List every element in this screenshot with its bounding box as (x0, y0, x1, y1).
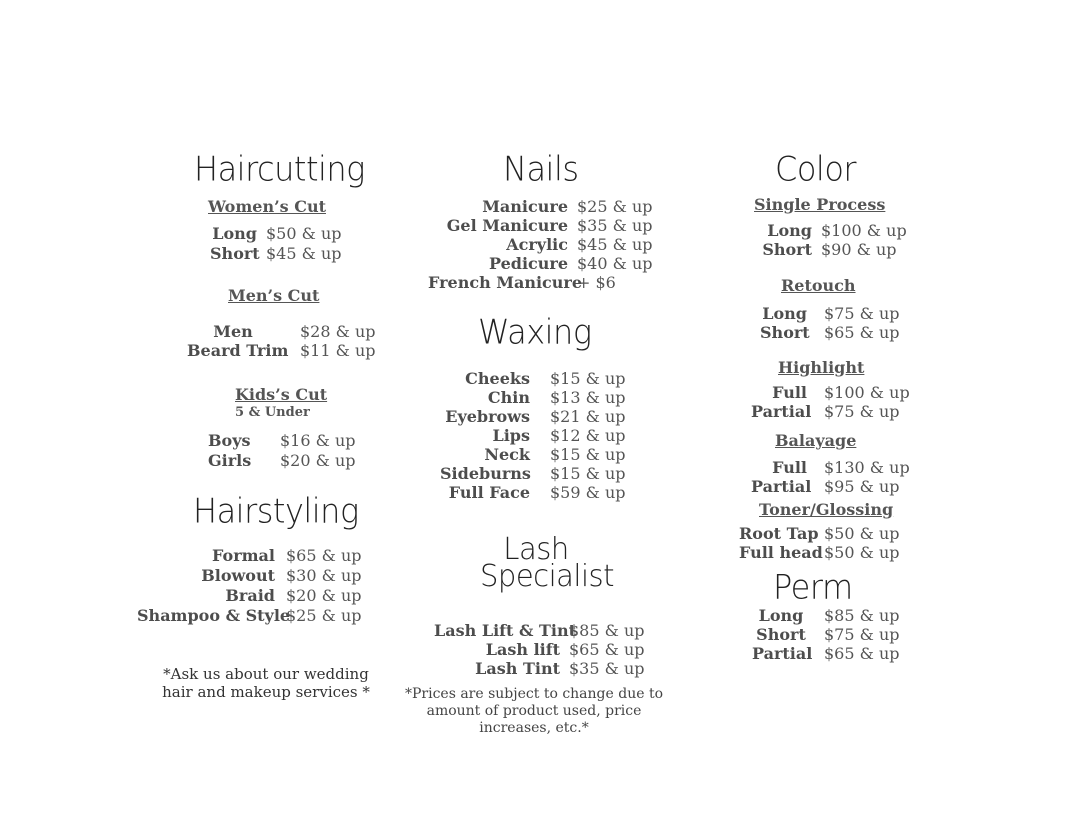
nails-heading: Nails (503, 149, 579, 189)
price-item-price: $50 & up (824, 543, 900, 562)
price-item-name: Lash Lift & Tint (434, 621, 577, 640)
price-item-price: $12 & up (550, 426, 626, 445)
single-process-label: Single Process (754, 195, 886, 214)
price-item-name: Full (772, 383, 807, 402)
price-item-price: $13 & up (550, 388, 626, 407)
price-item-name: Blowout (201, 566, 275, 585)
price-item-price: $40 & up (577, 254, 653, 273)
lash-heading-line: Specialist (480, 557, 615, 594)
price-item-price: $28 & up (300, 322, 376, 341)
perm-heading: Perm (773, 567, 853, 607)
price-item-name: Short (210, 244, 260, 263)
price-item-price: $65 & up (569, 640, 645, 659)
price-item-price: $75 & up (824, 625, 900, 644)
toner-glossing-list (739, 524, 900, 562)
price-item-name: Short (756, 625, 806, 644)
price-item-name: Long (758, 606, 804, 625)
price-item-name: Gel Manicure (446, 216, 568, 235)
price-item-name: Men (213, 322, 253, 341)
price-item-name: Boys (208, 431, 251, 450)
price-item-price: $85 & up (824, 606, 900, 625)
price-change-note-line: amount of product used, price (426, 703, 642, 719)
price-item-name: Full head (739, 543, 823, 562)
price-item-name: Long (767, 221, 812, 240)
price-item-name: Full (772, 458, 807, 477)
balayage-list (751, 458, 910, 496)
price-item-price: $45 & up (577, 235, 653, 254)
price-item-name: Beard Trim (187, 341, 289, 360)
price-item-price: $95 & up (824, 477, 900, 496)
price-item-price: $65 & up (286, 546, 362, 565)
price-item-price: $15 & up (550, 445, 626, 464)
mens-cut-list (187, 322, 376, 360)
price-item-price: $130 & up (824, 458, 910, 477)
price-item-price: + $6 (577, 273, 616, 292)
price-item-name: Partial (751, 402, 812, 421)
price-item-price: $65 & up (824, 644, 900, 663)
balayage-label: Balayage (775, 431, 857, 450)
price-item-price: $90 & up (821, 240, 897, 259)
wedding-note-line: hair and makeup services * (162, 683, 370, 701)
price-item-price: $50 & up (824, 524, 900, 543)
price-item-name: Partial (752, 644, 813, 663)
price-item-name: Sideburns (440, 464, 531, 483)
price-item-name: Acrylic (506, 235, 568, 254)
price-item-name: Long (762, 304, 807, 323)
price-change-note-line: *Prices are subject to change due to (404, 686, 664, 702)
price-item-name: Lash lift (485, 640, 560, 659)
retouch-list (760, 304, 900, 342)
price-change-note (400, 686, 668, 737)
price-item-name: Chin (487, 388, 530, 407)
price-item-price: $15 & up (550, 369, 626, 388)
price-item-name: Lips (492, 426, 530, 445)
price-item-price: $100 & up (824, 383, 910, 402)
price-item-price: $20 & up (280, 451, 356, 470)
price-change-note-line: increases, etc.* (479, 720, 589, 736)
single-process-list (760, 221, 907, 259)
color-heading: Color (775, 149, 857, 189)
price-item-name: Cheeks (465, 369, 530, 388)
womens-cut-list (210, 224, 342, 263)
price-item-name: Root Tap (739, 524, 819, 543)
price-item-name: Neck (484, 445, 530, 464)
price-item-price: $25 & up (577, 197, 653, 216)
price-item-price: $85 & up (569, 621, 645, 640)
price-item-price: $35 & up (569, 659, 645, 678)
retouch-label: Retouch (781, 276, 856, 295)
price-item-name: Shampoo & Style (137, 606, 291, 625)
price-item-price: $65 & up (824, 323, 900, 342)
mens-cut-label: Men’s Cut (228, 286, 320, 305)
price-item-price: $15 & up (550, 464, 626, 483)
price-item-name: Manicure (482, 197, 568, 216)
kids-cut-age-note: 5 & Under (235, 405, 310, 420)
price-item-name: Eyebrows (445, 407, 530, 426)
kids-cut-label: Kids’s Cut (235, 385, 328, 404)
kids-cut-list (208, 431, 356, 470)
hairstyling-heading: Hairstyling (193, 491, 359, 531)
highlight-list (751, 383, 910, 421)
highlight-label: Highlight (778, 358, 865, 377)
womens-cut-label: Women’s Cut (208, 197, 326, 216)
price-item-price: $75 & up (824, 304, 900, 323)
price-item-name: Pedicure (488, 254, 568, 273)
price-item-price: $16 & up (280, 431, 356, 450)
waxing-list (440, 369, 626, 502)
nails-list (428, 197, 653, 292)
lash-heading-line: Lash (503, 530, 569, 567)
price-item-price: $25 & up (286, 606, 362, 625)
perm-list (752, 606, 900, 663)
price-item-name: Full Face (448, 483, 530, 502)
price-item-name: Braid (225, 586, 275, 605)
wedding-note-line: *Ask us about our wedding (163, 665, 369, 683)
price-item-name: Girls (208, 451, 252, 470)
price-item-price: $50 & up (266, 224, 342, 243)
price-item-name: French Manicure (428, 273, 583, 292)
price-item-name: Long (212, 224, 257, 243)
price-item-name: Lash Tint (475, 659, 560, 678)
price-item-price: $20 & up (286, 586, 362, 605)
lash-list (434, 621, 645, 678)
price-item-name: Partial (751, 477, 812, 496)
hairstyling-list (137, 546, 362, 625)
price-item-name: Formal (212, 546, 275, 565)
haircutting-heading: Haircutting (194, 149, 365, 189)
price-item-price: $59 & up (550, 483, 626, 502)
price-item-name: Short (760, 323, 810, 342)
price-item-price: $100 & up (821, 221, 907, 240)
toner-glossing-label: Toner/Glossing (759, 500, 894, 519)
lash-specialist-heading (480, 530, 615, 594)
price-item-price: $30 & up (286, 566, 362, 585)
waxing-heading: Waxing (478, 312, 592, 352)
price-item-price: $11 & up (300, 341, 376, 360)
wedding-note (150, 665, 382, 701)
price-item-price: $75 & up (824, 402, 900, 421)
price-item-price: $35 & up (577, 216, 653, 235)
price-item-price: $45 & up (266, 244, 342, 263)
price-item-name: Short (762, 240, 812, 259)
price-item-price: $21 & up (550, 407, 626, 426)
